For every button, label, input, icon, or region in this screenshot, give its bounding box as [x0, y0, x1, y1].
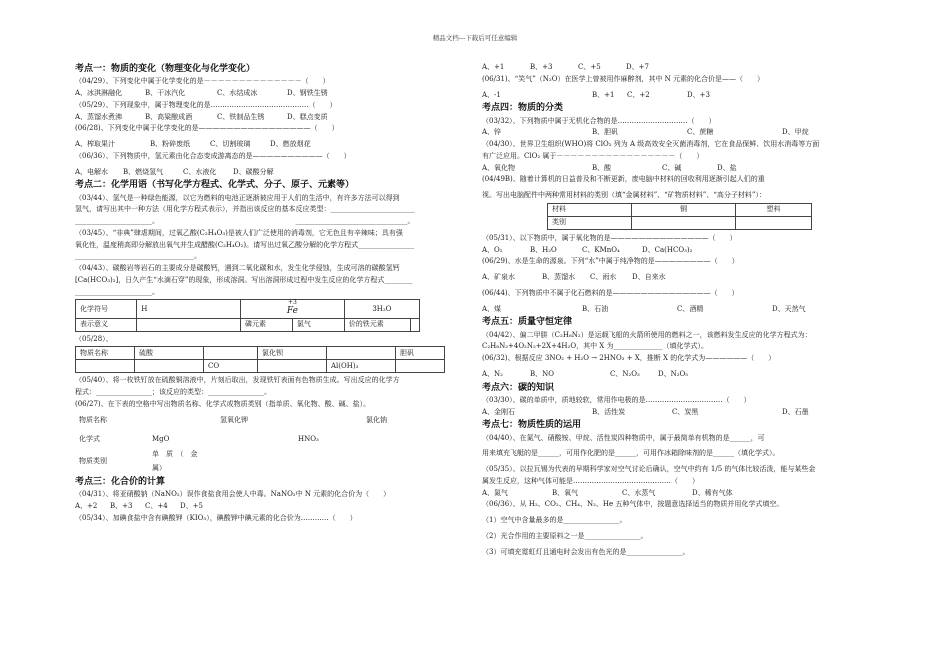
option: B、石油	[582, 304, 609, 313]
section-title-4: 考点四：物质的分类	[482, 103, 564, 114]
option: D、燃放烟花	[270, 140, 311, 148]
option: C、雨水	[590, 273, 617, 281]
table-cell	[204, 347, 258, 360]
question-06-36: （06/36）、下列物质中，氢元素由化合态变成游离态的是——————————（ ）	[75, 151, 351, 160]
question-06-36b-part1: （1）空气中含量最多的是________________。	[482, 516, 627, 524]
table-cell	[135, 360, 204, 373]
table-cell	[294, 412, 362, 430]
question-03-32: （03/32）、下列物质中属于无机化合物的是…………………………（ ）	[482, 116, 716, 125]
substance-table-06-27	[75, 412, 435, 474]
question-04-40-line2: 用来填充飞艇的是______，可用作化肥的是______，可用作冰箱除味剂的是______（填化学式）。	[482, 449, 780, 458]
table-cell	[362, 450, 435, 474]
option: B、NO	[530, 369, 555, 378]
table-cell	[258, 360, 327, 373]
question-04-30-line1: （04/30）、世界卫生组织(WHO)将 ClO₂ 列为 A 级高效安全灭菌消毒剂，它在食品保鲜、饮用水消毒等方面	[482, 140, 820, 148]
options-06-31	[482, 91, 857, 100]
option: A、蒸馏水煮沸	[75, 112, 123, 121]
question-03-44-line1: （03/44）、氢气是一种绿色能源，以它为燃料的电池正逐渐被应用于人们的生活中，有许多方法可以得到	[75, 193, 400, 202]
table-cell: CO	[204, 360, 258, 373]
page-watermark: 精品文档---下载后可任意编辑	[432, 34, 518, 42]
option: A、电解水	[75, 167, 109, 176]
table-cell	[148, 412, 216, 430]
options-05-31	[482, 246, 857, 255]
options-03-30	[482, 408, 857, 417]
option: C、N₂O₃	[610, 369, 640, 378]
table-cell: Al(OH)₃	[327, 360, 396, 373]
option: A、煤	[482, 304, 502, 313]
options-04-31	[75, 502, 470, 511]
table-cell: 物质名称	[79, 416, 107, 425]
option: D、Ca(HCO₃)₂	[642, 245, 693, 254]
option: C、碱	[662, 163, 682, 172]
option: C、KMnO₄	[582, 245, 620, 254]
table-cell: MgO	[152, 435, 170, 444]
question-05-40-line1: （05/40）、将一枚铁钉放在硫酸铜溶液中，片刻后取出，发现铁钉表面有色物质生成。写出反应的化学方	[75, 376, 400, 385]
question-05-31: （05/31）、以下物质中，属于氧化物的是——————————————（ ）	[482, 233, 737, 242]
question-04-40-line1: （04/40）、在氮气、硝酸铵、甲烷、活性炭四种物质中，属于最简单有机物的是______，可	[482, 433, 765, 442]
option: D、碳酸分解	[233, 167, 274, 176]
question-04-42-line1: （04/42）、偏二甲肼（C₂H₈N₂）是运载飞船的火箭所使用的燃料之一，该燃料发生反应的化学方程式为：	[482, 330, 812, 339]
table-cell: 铜	[632, 203, 736, 216]
right-column	[482, 60, 857, 559]
table-cell: H	[137, 300, 241, 318]
option: A、锌	[482, 128, 502, 137]
option: A、+2	[75, 502, 98, 510]
table-cell: 类别	[548, 216, 632, 229]
options-06-32	[482, 370, 857, 379]
section-title-7: 考点七：物质性质的运用	[482, 420, 582, 431]
class-cell-line2: 属）	[152, 464, 166, 473]
table-cell	[76, 360, 135, 373]
section-title-3: 考点三：化合价的计算	[75, 477, 166, 487]
option: B、燃烧氢气	[123, 167, 164, 176]
section-title-2: 考点二：化学用语（书写化学方程式、化学式、分子、原子、元素等）	[75, 180, 355, 191]
table-cell	[216, 450, 294, 474]
question-06-32: (06/32)、根据反应 3NO₂ + H₂O → 2HNO₃ + X，推断 X 的化学式为——————（ ）	[482, 354, 776, 362]
option: B、+3	[110, 502, 133, 510]
table-cell: 材料	[548, 203, 632, 216]
option: B、粉碎废纸	[150, 140, 191, 148]
symbol-meaning-table	[75, 299, 420, 331]
question-06-31: (06/31)、“笑气”（N₂O）在医学上曾被用作麻醉剂，其中 N 元素的化合价是——（ ）	[482, 74, 765, 83]
table-cell: 磷元素	[241, 318, 293, 331]
option: D、+3	[687, 90, 710, 99]
question-06-29: (06/29)、水是生命的源泉。下列“水”中属于纯净物的是————————（ ）	[482, 257, 739, 266]
option: B、H₂O	[530, 245, 557, 254]
table-cell	[736, 216, 812, 229]
section-title-1: 考点一：物质的变化（物理变化与化学变化）	[75, 64, 256, 74]
options-06-28	[75, 140, 470, 149]
option: D、稀有气体	[692, 488, 733, 497]
option: D、+7	[626, 63, 649, 71]
option: B、氧气	[552, 488, 579, 497]
question-06-36b: （06/36）、从 H₂、CO₂、CH₄、N₂、He 五种气体中，按题意选择适当的物质并用化学式填空。	[482, 500, 784, 509]
question-04-43-line1: （04/43）、碳酸岩等岩石的主要成分是碳酸钙，遇到二氧化碳和水，发生化学侵蚀，生成可溶的碳酸氢钙	[75, 264, 400, 272]
option: C、水结成冰	[217, 89, 258, 97]
option: B、活性炭	[592, 407, 626, 416]
options-06-36	[75, 168, 470, 177]
table-cell: 氯化钡	[258, 347, 327, 360]
question-06-36b-part2: （2）光合作用的主要原料之一是________________。	[482, 531, 648, 540]
option: D、N₂O₅	[658, 369, 689, 378]
table-cell: 价的铁元素	[344, 318, 410, 331]
table-cell: HNO₃	[298, 435, 319, 444]
table-cell	[411, 318, 420, 331]
question-04-43-line2: [Ca(HCO₃)₂]，日久产生“水滴石穿”的现象，形成溶洞。写出溶洞形成过程中发生反应的化学方程式________	[75, 275, 413, 284]
option: C、+2	[627, 90, 650, 99]
section-title-6: 考点六：碳的知识	[482, 382, 555, 393]
option: A、+1	[482, 63, 505, 71]
question-03-30: （03/30）、碳的单质中，质地较软，常用作电极的是……………………………（ ）	[482, 395, 751, 404]
option: A、氧化物	[482, 163, 516, 172]
table-cell	[632, 216, 736, 229]
option: C、铁制品生锈	[217, 112, 265, 121]
question-04-31: （04/31）、将亚硝酸钠（NaNO₂）误作食盐食用会使人中毒。NaNO₂中 N 元素的化合价为（ ）	[75, 490, 391, 499]
question-06-28: (06/28)、下列变化中属于化学变化的是————————————————（ ）	[75, 124, 339, 133]
options-05-35	[482, 489, 857, 498]
option: B、+3	[530, 63, 553, 71]
option: A、N₂	[482, 369, 503, 378]
options-06-44	[482, 305, 857, 314]
option: C、切割玻璃	[210, 140, 251, 148]
question-05-29: （05/29）、下列现象中，属于物理变化的是……………………………………（ ）	[75, 100, 337, 109]
left-column	[75, 60, 470, 526]
options-05-34	[482, 63, 857, 72]
question-04-43-line3: ______________________。	[75, 287, 159, 296]
question-05-28: （05/28）、	[75, 334, 113, 343]
table-cell: 氯化钠	[366, 416, 387, 425]
table-cell	[148, 450, 216, 474]
options-04-29	[75, 89, 470, 98]
question-03-45-line1: （03/45）、“非典”肆虐期间，过氧乙酸(C₂H₄O₃)是被人们广泛使用的消毒剂，它无色且有辛辣味；具有强	[75, 228, 403, 237]
option: C、蔗糖	[687, 128, 714, 137]
option: A、榨取果汁	[75, 140, 116, 148]
option: A、O₂	[482, 245, 503, 254]
option: B、胆矾	[592, 128, 619, 137]
option: D、石墨	[782, 407, 809, 416]
option: B、干冰汽化	[145, 89, 186, 97]
question-04-49b-line2: 视。写出电脑配件中两种常用材料的类别（填“金属材料”、“矿物质材料”、“高分子材料”）：	[482, 191, 766, 199]
option: A、金刚石	[482, 407, 516, 416]
options-03-32	[482, 128, 857, 137]
question-06-36b-part3: （3）可填充霓虹灯且通电时会发出有色光的是________________。	[482, 547, 690, 556]
table-cell: 胆矾	[396, 347, 445, 360]
table-cell: 化学式	[79, 435, 100, 444]
option: C、+5	[578, 63, 601, 71]
option: A、-1	[482, 90, 501, 99]
question-03-44-line2: 氢气，请写出其中一种方法（用化学方程式表示），并指出该反应的基本反应类型：________________________	[75, 205, 415, 214]
option: B、+1	[592, 90, 615, 99]
question-05-35-line1: （05/35）、以拉瓦锡为代表的早期科学家对空气讨论后确认，空气中约有 1/5 的气体比较活泼，能与某些金	[482, 465, 816, 473]
table-cell	[241, 300, 345, 318]
question-05-34: （05/34）、加碘食盐中含有碘酸钾（KIO₃），碘酸钾中碘元素的化合价为…………（ ）	[75, 513, 357, 522]
question-03-45-line2: 氧化性，温度稍高即分解放出氧气并生成醋酸(C₂H₄O₂)。请写出过氧乙酸分解的化学方程式________________	[75, 240, 415, 249]
option: D、盐	[717, 163, 737, 172]
question-04-42-line2: C₂H₈N₂+4O₂N₂+2X+4H₂O，其中 X 为______________（填化学式）。	[482, 342, 709, 351]
table-cell	[327, 347, 396, 360]
question-04-29: （04/29）、下列变化中属于化学变化的是－－－－－－－－－－－－－－（ ）	[75, 77, 330, 86]
question-05-35-line2: 属发生反应，这种气体可能是……………………………………（ ）	[482, 476, 699, 485]
substance-table-05-28	[75, 346, 445, 373]
question-03-44-line3: ______________________。 ________________________________。	[75, 217, 415, 225]
table-cell: 表示意义	[76, 318, 137, 331]
table-cell	[137, 318, 241, 331]
table-cell: 硫酸	[135, 347, 204, 360]
option: D、钢铁生锈	[287, 89, 328, 97]
table-cell: 氢氧化钾	[220, 416, 248, 425]
table-cell	[216, 430, 294, 450]
option: B、蒸馏水	[542, 273, 576, 281]
option: A、冰淇淋融化	[75, 89, 123, 97]
question-04-30-line2: 有广泛应用。ClO₂ 属于－－－－－－－－－－－－－－－－－（ ）	[482, 151, 704, 160]
table-cell	[294, 450, 362, 474]
option: D、自来水	[632, 273, 666, 281]
material-table	[547, 203, 812, 230]
option: D、甲烷	[782, 128, 809, 137]
option: C、+4	[145, 502, 168, 510]
option: C、水蒸气	[622, 488, 656, 497]
option: A、氮气	[482, 488, 509, 497]
table-cell	[362, 430, 435, 450]
class-cell-line1: 单 质 （ 金	[152, 449, 198, 458]
option: B、高粱酿成酒	[145, 112, 193, 121]
table-cell: 氯气	[292, 318, 344, 331]
table-cell: 物质类别	[79, 456, 107, 465]
option: D、+5	[180, 502, 203, 510]
table-cell: 物质名称	[76, 347, 135, 360]
question-06-27: (06/27)、在下表的空格中写出物质名称、化学式或物质类别（指单质、氧化物、酸、碱、盐）。	[75, 399, 371, 408]
option: A、矿泉水	[482, 273, 516, 281]
option: D、天然气	[772, 304, 806, 313]
question-05-40-line2: 程式：________________；该反应的类型：________________。	[75, 388, 271, 396]
question-03-45-line3: __________________________________。	[75, 252, 201, 261]
table-cell: 化学符号	[76, 300, 137, 318]
option: C、水液化	[183, 167, 217, 176]
options-04-30	[482, 164, 857, 173]
fe-valence: +3	[287, 299, 297, 307]
fe-symbol: Fe	[286, 306, 298, 317]
option: C、炭黑	[672, 407, 699, 416]
table-cell: 3H₂O	[344, 300, 419, 318]
option: B、酸	[592, 163, 612, 172]
section-title-5: 考点五：质量守恒定律	[482, 317, 573, 328]
options-06-29	[482, 273, 857, 282]
options-05-29	[75, 113, 470, 122]
question-04-49b-line1: (04/49B)、随着计算机的日益普及和不断更新，废电脑中材料的回收利用逐渐引起人们的重	[482, 175, 765, 184]
table-cell	[396, 360, 445, 373]
option: D、糕点变质	[287, 112, 328, 121]
option: C、酒精	[677, 304, 704, 313]
table-cell: 塑料	[736, 203, 812, 216]
question-06-44: (06/44)、下列物质中不属于化石燃料的是——————————————（ ）	[482, 288, 739, 297]
